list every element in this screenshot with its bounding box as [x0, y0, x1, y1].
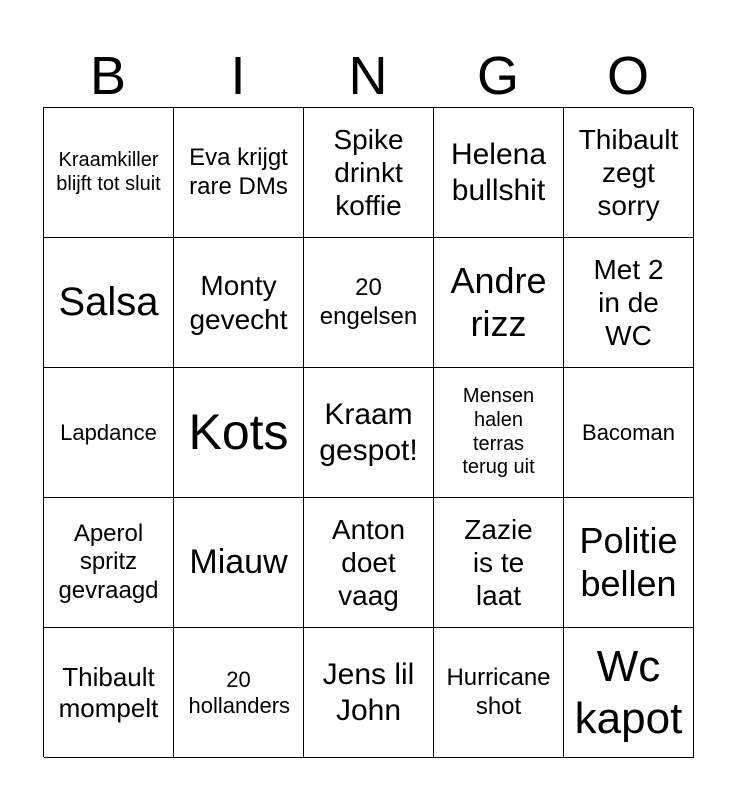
bingo-cell[interactable] [174, 498, 304, 628]
cell-text: Helena bullshit [450, 138, 547, 207]
cell-text: Thibault mompelt [58, 661, 159, 723]
bingo-grid [43, 107, 693, 757]
cell-text: Monty gevecht [189, 270, 288, 335]
bingo-cell[interactable] [304, 108, 434, 238]
cell-text: Aperol spritz gevraagd [58, 520, 159, 604]
cell-text: 20 hollanders [188, 666, 291, 718]
cell-text: Met 2 in de WC [593, 253, 664, 352]
cell-text: Andre rizz [450, 260, 547, 344]
cell-text: Mensen halen terras terug uit [462, 385, 535, 479]
bingo-cell[interactable] [564, 238, 694, 368]
bingo-cell[interactable] [434, 238, 564, 368]
bingo-cell[interactable] [434, 108, 564, 238]
header-letter-n: N [348, 46, 388, 106]
bingo-cell[interactable] [304, 238, 434, 368]
header-letter-i: I [230, 46, 246, 106]
bingo-cell[interactable] [44, 498, 174, 628]
bingo-cell[interactable] [564, 628, 694, 758]
cell-text: Miauw [189, 543, 288, 582]
bingo-cell[interactable] [174, 238, 304, 368]
bingo-cell[interactable] [564, 498, 694, 628]
cell-text: Kraam gespot! [319, 398, 418, 467]
bingo-cell[interactable] [304, 368, 434, 498]
cell-text: Kots [188, 404, 289, 460]
cell-text: Spike drinkt koffie [333, 123, 404, 222]
bingo-cell[interactable] [304, 498, 434, 628]
header-letter-g: G [476, 46, 519, 106]
bingo-cell[interactable] [304, 628, 434, 758]
cell-text: Bacoman [582, 419, 675, 445]
bingo-cell[interactable] [174, 628, 304, 758]
cell-text: Politie bellen [579, 520, 678, 604]
bingo-header [43, 44, 693, 108]
bingo-cell[interactable] [434, 368, 564, 498]
bingo-cell[interactable] [174, 108, 304, 238]
bingo-cell[interactable] [44, 368, 174, 498]
cell-text: Eva krijgt rare DMs [189, 144, 288, 200]
cell-text: 20 engelsen [319, 274, 418, 330]
header-letter-b: B [89, 46, 127, 106]
cell-text: Thibault zegt sorry [578, 123, 679, 222]
cell-text: Lapdance [60, 419, 157, 445]
cell-text: Jens lil John [322, 658, 415, 727]
cell-text: Salsa [58, 279, 159, 324]
cell-text: Anton doet vaag [331, 513, 406, 612]
bingo-cell[interactable] [434, 498, 564, 628]
bingo-cell[interactable] [564, 368, 694, 498]
cell-text: Wc kapot [574, 641, 683, 743]
cell-text: Kraamkiller blijft tot sluit [56, 148, 161, 195]
bingo-cell[interactable] [434, 628, 564, 758]
cell-text: Zazie is te laat [464, 513, 533, 612]
bingo-cell[interactable] [44, 238, 174, 368]
header-letter-o: O [606, 46, 649, 106]
bingo-cell[interactable] [44, 628, 174, 758]
bingo-cell[interactable] [564, 108, 694, 238]
cell-text: Hurricane shot [446, 664, 551, 720]
bingo-cell[interactable] [44, 108, 174, 238]
bingo-cell[interactable] [174, 368, 304, 498]
